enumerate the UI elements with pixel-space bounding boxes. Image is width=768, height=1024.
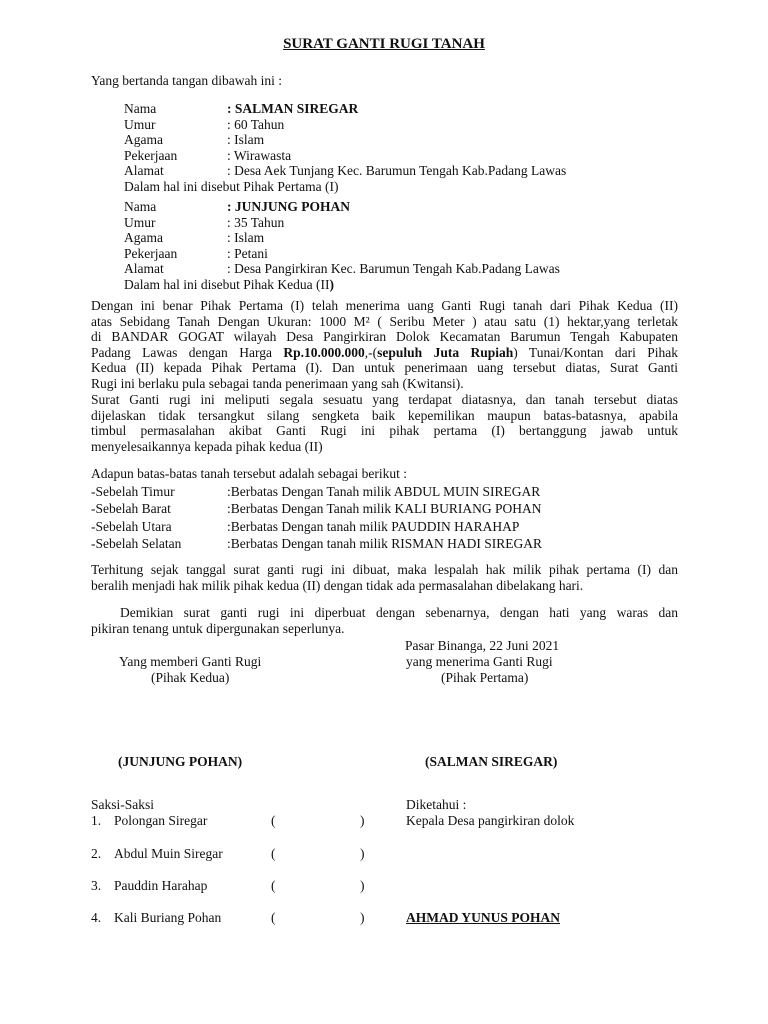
- party-second: [124, 199, 684, 292]
- price-words: sepuluh Juta Rupiah: [377, 344, 514, 360]
- signature-bracket-close: ): [360, 846, 365, 861]
- witness-name: Kali Buriang Pohan: [114, 910, 222, 925]
- field-value: : SALMAN SIREGAR: [227, 101, 359, 116]
- paragraph-closing: [91, 605, 678, 636]
- witness-number: 3.: [91, 878, 102, 893]
- acknowledged-name: AHMAD YUNUS POHAN: [406, 910, 560, 925]
- price-suffix: ) Tunai/Kontan dari Pihak: [513, 344, 679, 360]
- boundary-label: -Sebelah Selatan: [91, 536, 182, 551]
- witnesses-heading: Saksi-Saksi: [91, 797, 155, 812]
- boundary-value: :Berbatas Dengan tanah milik PAUDDIN HARAHAP: [227, 518, 520, 534]
- acknowledged-role: Kepala Desa pangirkiran dolok: [406, 813, 575, 828]
- boundary-label: -Sebelah Barat: [91, 501, 171, 516]
- field-label: Alamat: [124, 163, 164, 178]
- witness-row: [91, 878, 381, 894]
- witness-name: Polongan Siregar: [114, 813, 208, 828]
- price-sep: ,-(: [364, 344, 378, 360]
- party-first-row: [124, 101, 684, 117]
- right-sign-name: (SALMAN SIREGAR): [425, 754, 558, 769]
- field-label: Pekerjaan: [124, 245, 178, 261]
- paragraph-scope: [91, 392, 678, 454]
- boundaries-section: [91, 466, 691, 552]
- paragraph-payment: [91, 298, 678, 391]
- field-value: : Petani: [227, 245, 268, 261]
- field-value: : 35 Tahun: [227, 214, 285, 230]
- left-sign-heading: Yang memberi Ganti Rugi: [119, 654, 262, 669]
- party-second-row: [124, 261, 684, 277]
- party-first-row: [124, 163, 684, 179]
- party-first-row: [124, 148, 684, 164]
- paragraph-line: Dengan ini benar Pihak Pertama (I) telah menerima uang Ganti Rugi tanah dari Pihak Kedua (II): [91, 298, 678, 313]
- boundary-label: -Sebelah Timur: [91, 483, 175, 499]
- witness-name: Abdul Muin Siregar: [114, 846, 223, 861]
- acknowledged-heading: Diketahui :: [406, 797, 467, 812]
- paragraph-line: Rugi ini berlaku pula sebagai tanda penerimaan yang sah (Kwitansi).: [91, 375, 464, 391]
- party-second-designation: [124, 277, 684, 293]
- document-title: SURAT GANTI RUGI TANAH: [283, 36, 485, 52]
- paragraph-line: Demikian surat ganti rugi ini diperbuat dengan sebenarnya, dengan hati yang waras dan: [120, 605, 678, 620]
- field-value: : Desa Aek Tunjang Kec. Barumun Tengah Kab.Padang Lawas: [227, 163, 567, 178]
- witness-row: [91, 910, 381, 926]
- signature-bracket-close: ): [360, 813, 365, 828]
- paragraph-line: pikiran tenang untuk dipergunakan seperlunya.: [91, 620, 345, 636]
- right-sign-role: (Pihak Pertama): [441, 670, 529, 685]
- boundaries-intro: Adapun batas-batas tanah tersebut adalah sebagai berikut :: [91, 466, 408, 481]
- field-label: Agama: [124, 132, 163, 147]
- paragraph-line: menyelesaikannya kepada pihak kedua (II): [91, 438, 323, 454]
- right-sign-heading: yang menerima Ganti Rugi: [406, 654, 553, 669]
- paragraph-line: Terhitung sejak tanggal surat ganti rugi ini dibuat, maka lespalah hak milik pihak pertama (I) dan: [91, 562, 678, 577]
- witness-name: Pauddin Harahap: [114, 878, 208, 893]
- field-label: Pekerjaan: [124, 147, 178, 163]
- signature-bracket-open: (: [271, 813, 276, 828]
- boundary-row: [91, 484, 691, 500]
- boundary-value: :Berbatas Dengan Tanah milik ABDUL MUIN SIREGAR: [227, 483, 541, 499]
- paragraph-line: Surat Ganti rugi ini meliputi segala sesuatu yang terdapat diatasnya, dan tanah tersebut diatas: [91, 392, 678, 407]
- field-label: Agama: [124, 230, 163, 245]
- paragraph-line: Kedua (II) kepada Pihak Pertama (I). Dan untuk penerimaan uang tersebut diatas, Surat Ganti: [91, 360, 678, 375]
- party-first: [124, 101, 684, 194]
- party-second-row: [124, 199, 684, 215]
- party-second-row: [124, 215, 684, 231]
- signature-bracket-open: (: [271, 910, 276, 925]
- price-prefix: Padang Lawas dengan Harga: [91, 344, 284, 360]
- boundary-value: :Berbatas Dengan Tanah milik KALI BURIANG POHAN: [227, 501, 542, 516]
- witness-number: 4.: [91, 910, 102, 925]
- party-first-row: [124, 132, 684, 148]
- paragraph-line-price: [91, 345, 678, 361]
- field-label: Umur: [124, 214, 156, 230]
- paragraph-line: timbul permasalahan akibat Ganti Rugi ini pihak pertama (I) bertanggung jawab untuk: [91, 423, 678, 438]
- place-date: Pasar Binanga, 22 Juni 2021: [405, 638, 560, 653]
- designation-text: Dalam hal ini disebut Pihak Kedua (II: [124, 276, 330, 292]
- left-sign-name: (JUNJUNG POHAN): [118, 754, 243, 769]
- witness-row: [91, 846, 381, 862]
- field-label: Umur: [124, 116, 156, 132]
- boundary-row: [91, 501, 691, 517]
- witness-row: [91, 813, 381, 829]
- field-value: : Desa Pangirkiran Kec. Barumun Tengah Kab.Padang Lawas: [227, 261, 560, 276]
- witness-number: 2.: [91, 846, 102, 861]
- party-first-designation: Dalam hal ini disebut Pihak Pertama (I): [124, 178, 339, 194]
- party-second-row: [124, 230, 684, 246]
- field-label: Alamat: [124, 261, 164, 276]
- paragraph-transfer: [91, 562, 678, 593]
- paragraph-line: atas Sebidang Tanah Dengan Ukuran: 1000 M² ( Seribu Meter ) atau satu (1) hektar,yang terletak: [91, 313, 678, 329]
- left-sign-role: (Pihak Kedua): [151, 670, 230, 685]
- party-first-row: [124, 117, 684, 133]
- witness-number: 1.: [91, 813, 102, 828]
- signature-bracket-close: ): [360, 910, 365, 925]
- boundary-row: [91, 536, 691, 552]
- field-value: : JUNJUNG POHAN: [227, 199, 350, 214]
- intro-text: Yang bertanda tangan dibawah ini :: [91, 73, 282, 88]
- boundary-label: -Sebelah Utara: [91, 518, 172, 534]
- signature-bracket-close: ): [360, 878, 365, 893]
- field-value: : Islam: [227, 132, 265, 147]
- paragraph-line: beralih menjadi hak milik pihak kedua (II) dengan tidak ada permasalahan dibelakang hari.: [91, 577, 584, 593]
- field-value: : 60 Tahun: [227, 116, 285, 132]
- signature-bracket-open: (: [271, 846, 276, 861]
- boundary-row: [91, 519, 691, 535]
- field-value: : Islam: [227, 230, 265, 245]
- field-label: Nama: [124, 101, 157, 116]
- signature-bracket-open: (: [271, 878, 276, 893]
- field-value: : Wirawasta: [227, 147, 292, 163]
- paragraph-line: dijelaskan tidak tersangkut silang sengketa baik kepemilikan maupun batas-batasnya, apabila: [91, 407, 678, 423]
- paragraph-line: di BANDAR GOGAT wilayah Desa Pangirkiran Dolok Kecamatan Barumun Tengah Kabupaten: [91, 329, 678, 344]
- price-amount: Rp.10.000.000: [283, 344, 365, 360]
- designation-bracket: ): [329, 276, 334, 292]
- boundary-value: :Berbatas Dengan tanah milik RISMAN HADI SIREGAR: [227, 536, 542, 551]
- party-second-row: [124, 246, 684, 262]
- field-label: Nama: [124, 199, 157, 214]
